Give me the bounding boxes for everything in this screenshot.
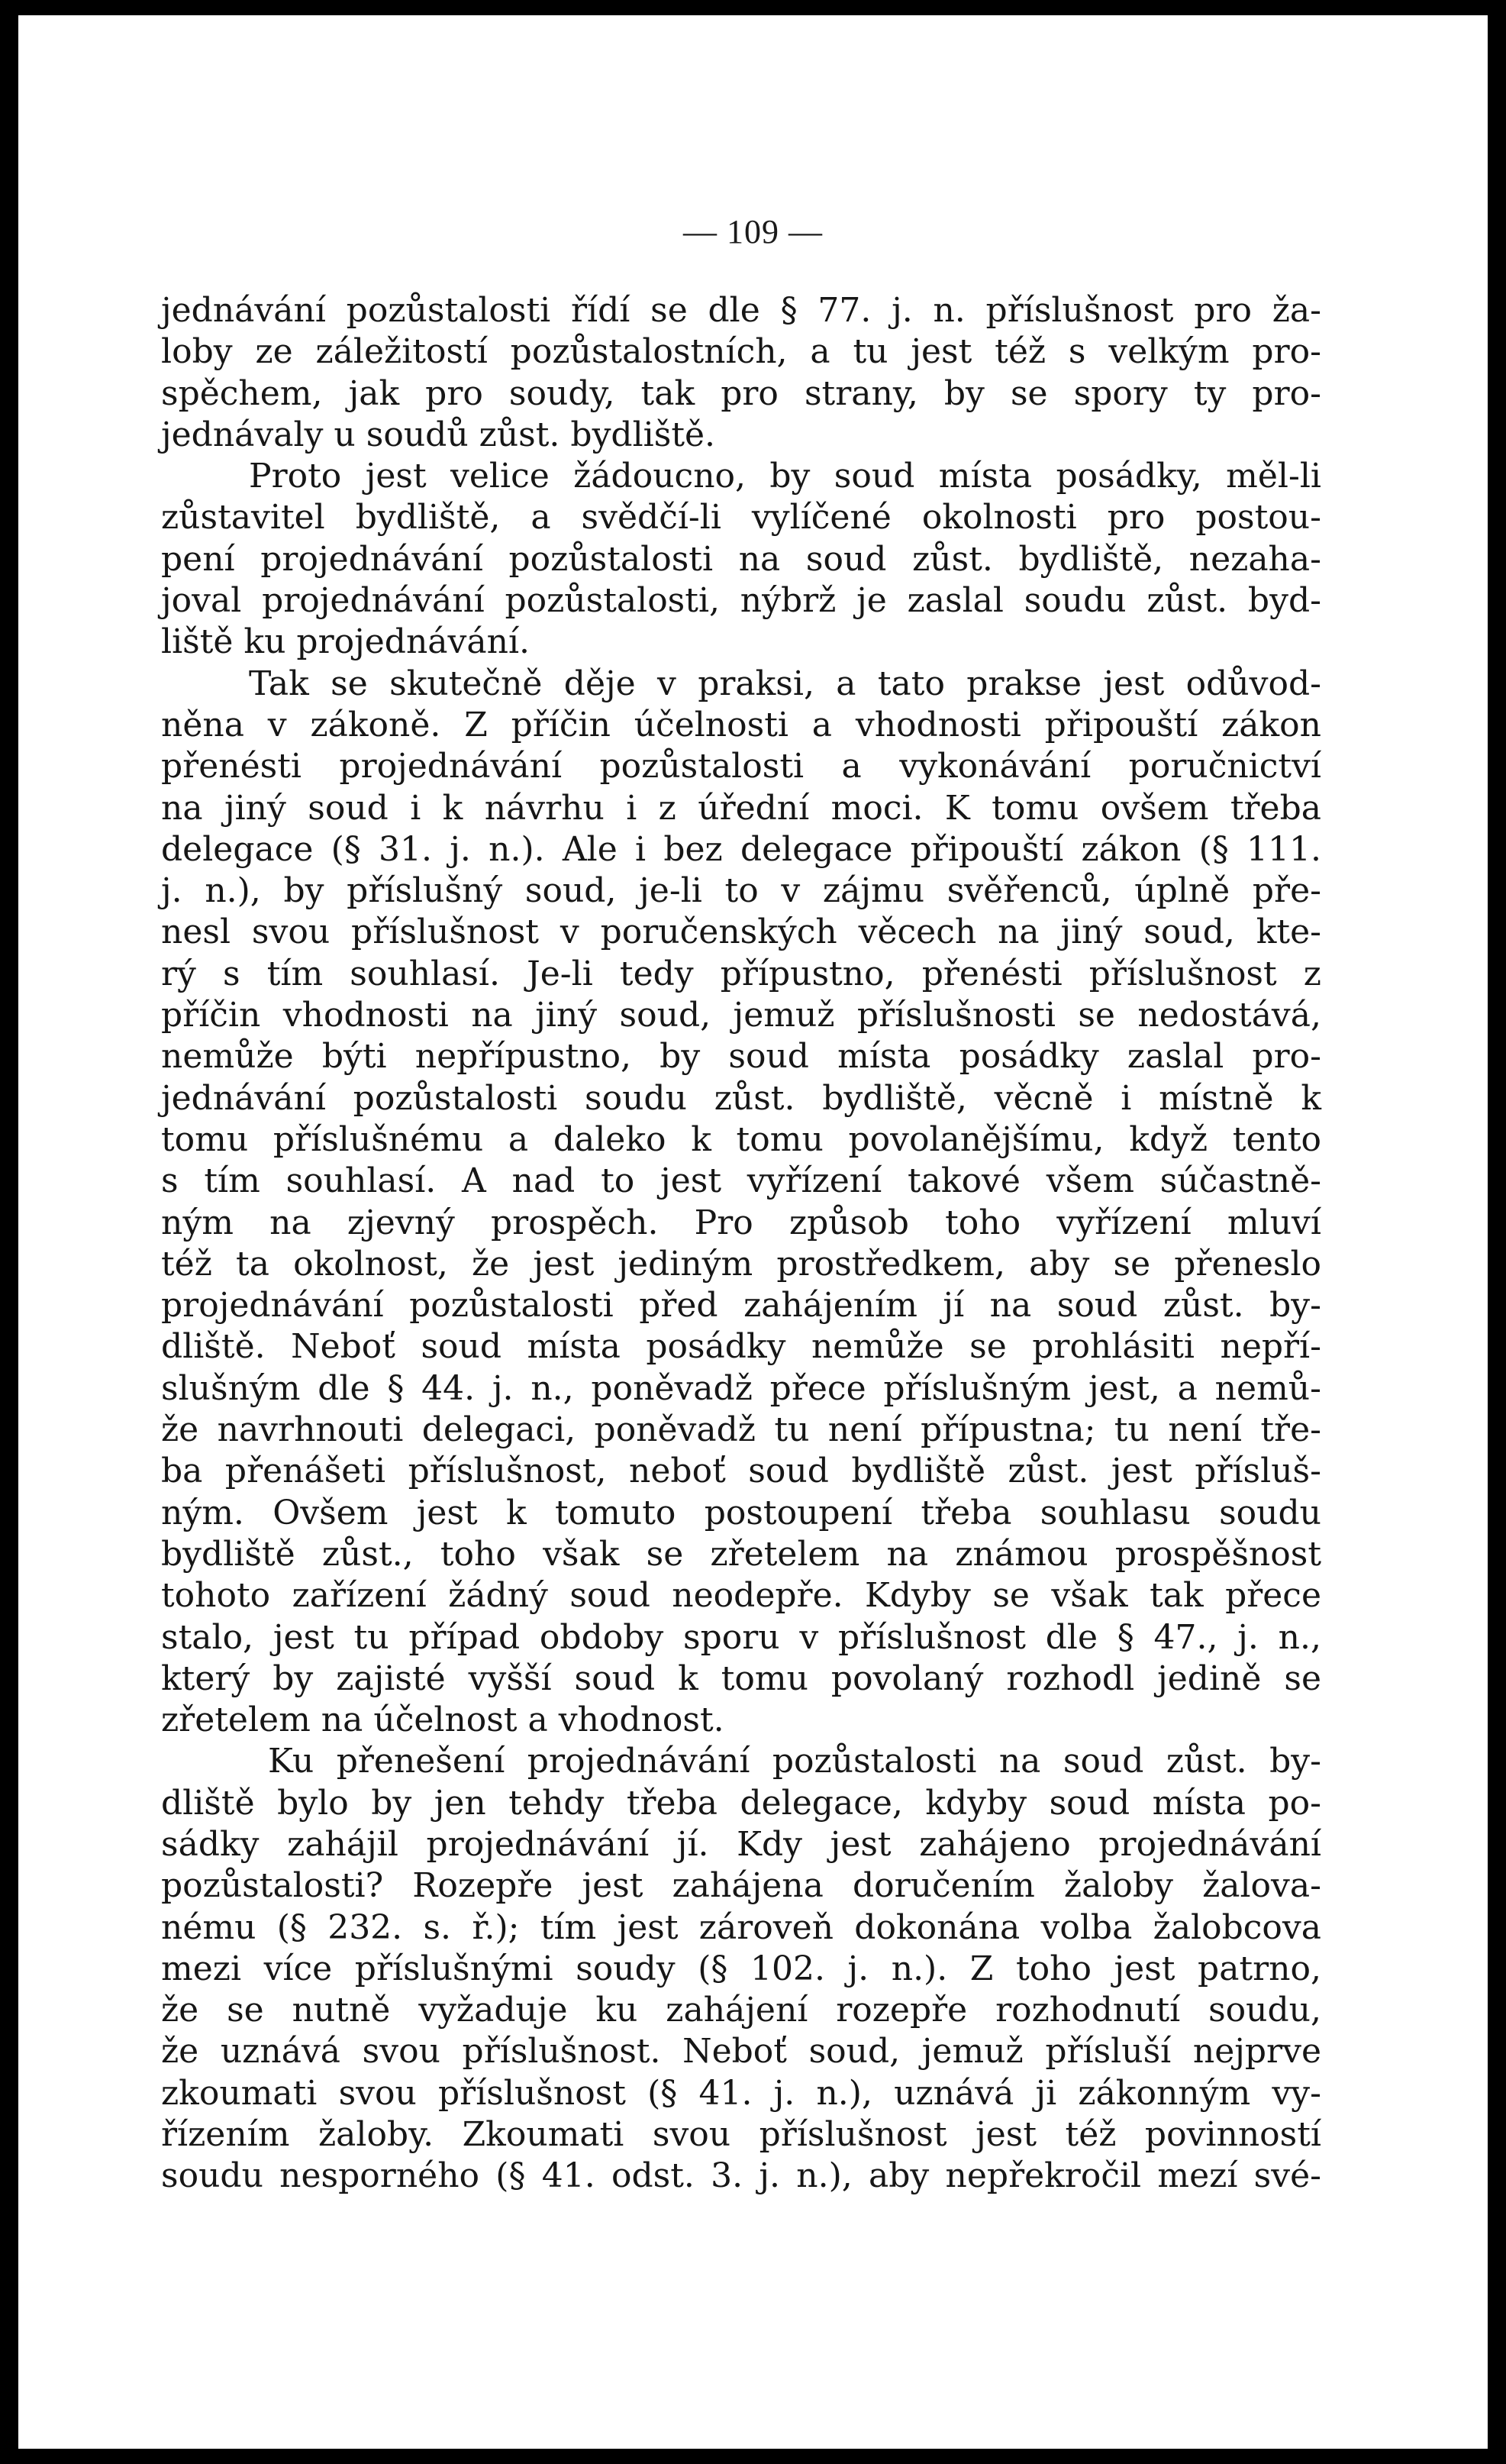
text-line: příčin vhodnosti na jiný soud, jemuž příslušnosti se nedostává,	[161, 996, 1321, 1035]
text-line: nému (§ 232. s. ř.); tím jest zároveň dokonána volba žalobcova	[161, 1907, 1321, 1947]
text-line: spěchem, jak pro soudy, tak pro strany, by se spory ty pro-	[161, 373, 1321, 413]
text-line: s tím souhlasí. A nad to jest vyřízení takové všem súčastně-	[161, 1161, 1321, 1201]
text-line: joval projednávání pozůstalosti, nýbrž je zaslal soudu zůst. byd-	[161, 581, 1321, 621]
text-line: pozůstalosti? Rozepře jest zahájena doručením žaloby žalova-	[161, 1866, 1321, 1906]
text-line: ným. Ovšem jest k tomuto postoupení třeba souhlasu soudu	[161, 1493, 1321, 1532]
text-line: soudu nesporného (§ 41. odst. 3. j. n.), aby nepřekročil mezí své-	[161, 2156, 1321, 2196]
text-line: ným na zjevný prospěch. Pro způsob toho vyřízení mluví	[161, 1203, 1321, 1242]
text-line: bydliště zůst., toho však se zřetelem na známou prospěšnost	[161, 1534, 1321, 1574]
text-line: který by zajisté vyšší soud k tomu povolaný rozhodl jedině se	[161, 1658, 1321, 1698]
book-page	[18, 15, 1488, 2449]
text-line: mezi více příslušnými soudy (§ 102. j. n.). Z toho jest patrno,	[161, 1949, 1321, 1988]
text-line: jednávání pozůstalosti řídí se dle § 77. j. n. příslušnost pro ža-	[161, 291, 1321, 330]
text-line: jednávaly u soudů zůst. bydliště.	[161, 415, 716, 454]
paragraph-1	[161, 290, 1321, 456]
text-line: Ku přenešení projednávání pozůstalosti na soud zůst. by-	[268, 1742, 1321, 1781]
text-line: něna v zákoně. Z příčin účelnosti a vhodnosti připouští zákon	[161, 705, 1321, 744]
text-line: slušným dle § 44. j. n., poněvadž přece příslušným jest, a nemů-	[161, 1368, 1321, 1408]
text-line: tohoto zařízení žádný soud neodepře. Kdyby se však tak přece	[161, 1576, 1321, 1616]
text-line: zkoumati svou příslušnost (§ 41. j. n.), uznává ji zákonným vy-	[161, 2073, 1321, 2113]
text-line: že uznává svou příslušnost. Neboť soud, jemuž přísluší nejprve	[161, 2032, 1321, 2072]
page-number: — 109 —	[683, 213, 823, 250]
text-line: tomu příslušnému a daleko k tomu povolanějšímu, když tento	[161, 1119, 1321, 1159]
text-line: rý s tím souhlasí. Je-li tedy přípustno, přenésti příslušnost z	[161, 954, 1321, 993]
text-line: též ta okolnost, že jest jediným prostředkem, aby se přeneslo	[161, 1244, 1321, 1284]
text-line: loby ze záležitostí pozůstalostních, a tu jest též s velkým pro-	[161, 332, 1321, 372]
text-line: delegace (§ 31. j. n.). Ale i bez delegace připouští zákon (§ 111.	[161, 829, 1321, 869]
text-line: jednávání pozůstalosti soudu zůst. bydliště, věcně i místně k	[161, 1078, 1321, 1118]
paragraph-3	[161, 664, 1321, 1742]
paragraph-4	[161, 1741, 1321, 2197]
text-line: ba přenášeti příslušnost, neboť soud bydliště zůst. jest přísluš-	[161, 1452, 1321, 1491]
text-line: nesl svou příslušnost v poručenských věcech na jiný soud, kte-	[161, 912, 1321, 952]
text-line: liště ku projednávání.	[161, 622, 530, 662]
text-line: pení projednávání pozůstalosti na soud zůst. bydliště, nezaha-	[161, 539, 1321, 579]
paragraph-2	[161, 456, 1321, 663]
text-line: stalo, jest tu případ obdoby sporu v příslušnost dle § 47., j. n.,	[161, 1617, 1321, 1657]
text-line: že se nutně vyžaduje ku zahájení rozepře rozhodnutí soudu,	[161, 1991, 1321, 2030]
text-line: zřetelem na účelnost a vhodnost.	[161, 1700, 724, 1740]
text-line: na jiný soud i k návrhu i z úřední moci. K tomu ovšem třeba	[161, 788, 1321, 828]
text-line: Tak se skutečně děje v praksi, a tato prakse jest odůvod-	[249, 664, 1321, 703]
body-text	[161, 290, 1321, 2198]
text-line: projednávání pozůstalosti před zahájením jí na soud zůst. by-	[161, 1286, 1321, 1326]
text-line: Proto jest velice žádoucno, by soud místa posádky, měl-li	[249, 457, 1321, 496]
text-line: j. n.), by příslušný soud, je-li to v zájmu svěřenců, úplně pře-	[161, 871, 1321, 911]
text-line: že navrhnouti delegaci, poněvadž tu není přípustna; tu není tře-	[161, 1410, 1321, 1450]
text-line: dliště. Neboť soud místa posádky nemůže se prohlásiti nepří-	[161, 1327, 1321, 1367]
text-line: sádky zahájil projednávání jí. Kdy jest zahájeno projednávání	[161, 1824, 1321, 1864]
text-line: nemůže býti nepřípustno, by soud místa posádky zaslal pro-	[161, 1037, 1321, 1077]
text-line: zůstavitel bydliště, a svědčí-li vylíčené okolnosti pro postou-	[161, 498, 1321, 538]
text-line: dliště bylo by jen tehdy třeba delegace, kdyby soud místa po-	[161, 1783, 1321, 1823]
text-line: řízením žaloby. Zkoumati svou příslušnost jest též povinností	[161, 2115, 1321, 2155]
text-line: přenésti projednávání pozůstalosti a vykonávání poručnictví	[161, 747, 1321, 786]
